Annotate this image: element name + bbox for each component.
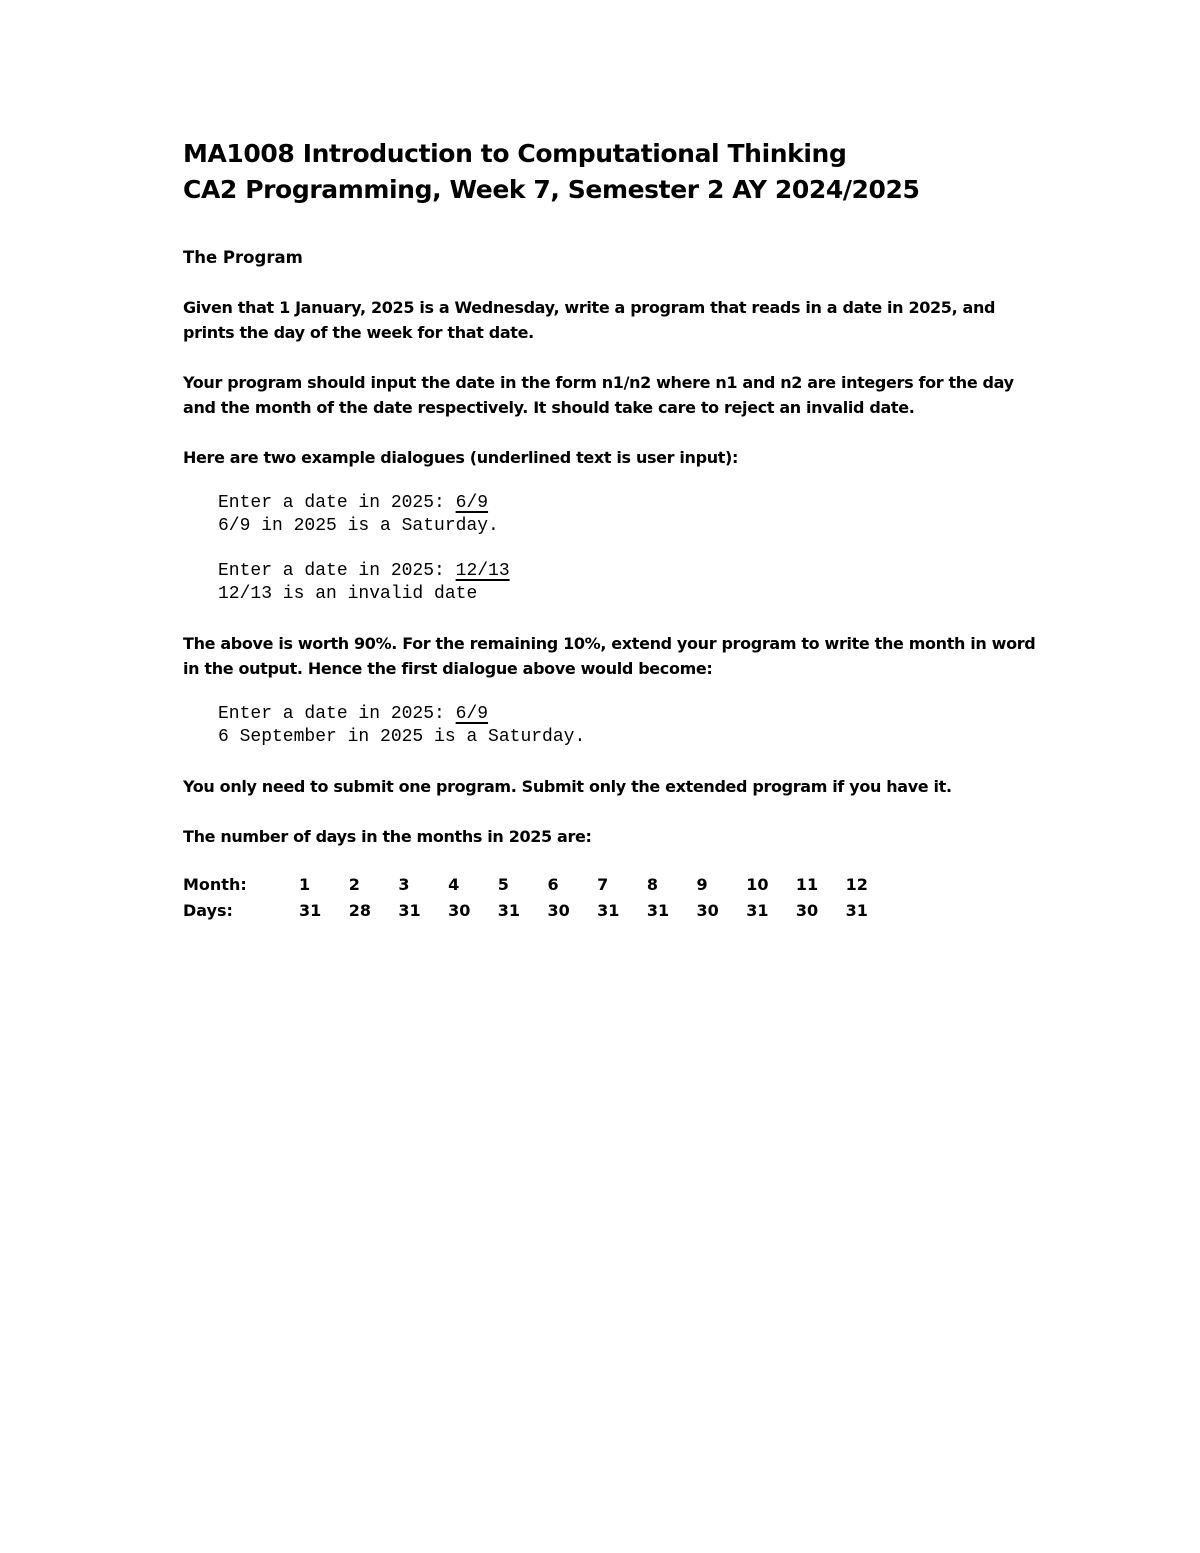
month-cell: 2 [348, 875, 360, 894]
month-row-label: Month: [183, 875, 247, 894]
month-cell: 5 [497, 875, 509, 894]
month-cell: 11 [795, 875, 819, 894]
document-title [183, 136, 1043, 208]
submission-paragraph: You only need to submit one program. Submit only the extended program if you have it. [183, 777, 952, 796]
month-cell: 10 [746, 875, 769, 894]
title-course: MA1008 Introduction to Computational Thinking [183, 139, 847, 168]
dialogue-user-input: 6/9 [455, 493, 489, 513]
month-cell: 12 [845, 875, 868, 894]
days-cell: 31 [646, 901, 670, 920]
dialogue-user-input: 6/9 [455, 704, 489, 724]
month-row [183, 872, 1043, 898]
month-cell: 9 [696, 875, 708, 894]
dialogue-output: 6 September in 2025 is a Saturday. [218, 727, 586, 747]
dialogue-prompt: Enter a date in 2025: [218, 704, 456, 724]
month-cell: 7 [597, 875, 609, 894]
example-dialogue-1 [218, 492, 1043, 538]
days-cell: 28 [348, 901, 371, 920]
days-intro-paragraph: The number of days in the months in 2025 are: [183, 827, 592, 846]
days-cell: 31 [746, 901, 769, 920]
month-cell: 6 [547, 875, 559, 894]
month-cell: 8 [646, 875, 658, 894]
days-cell: 30 [448, 901, 471, 920]
document-page [183, 136, 1043, 924]
days-cell: 31 [845, 901, 868, 920]
title-assignment: CA2 Programming, Week 7, Semester 2 AY 2024/2025 [183, 175, 920, 204]
dialogue-output: 12/13 is an invalid date [218, 584, 478, 604]
days-cell: 31 [497, 901, 521, 920]
dialogue-user-input: 12/13 [455, 561, 510, 581]
examples-intro-paragraph: Here are two example dialogues (underlined text is user input): [183, 448, 739, 467]
dialogue-output: 6/9 in 2025 is a Saturday. [218, 516, 499, 536]
extended-dialogue [218, 703, 1043, 749]
section-heading: The Program [183, 248, 303, 267]
extension-paragraph: The above is worth 90%. For the remaining 10%, extend your program to write the month in word in the output. Hence the first dialogue above would become: [183, 634, 1036, 678]
dialogue-prompt-line [218, 703, 1043, 726]
days-cell: 31 [398, 901, 421, 920]
month-cell: 1 [299, 875, 311, 894]
days-row [183, 898, 1043, 924]
days-cell: 30 [547, 901, 570, 920]
days-cell: 31 [299, 901, 322, 920]
days-cell: 30 [795, 901, 819, 920]
days-cell: 31 [597, 901, 620, 920]
dialogue-prompt: Enter a date in 2025: [218, 493, 456, 513]
days-in-month-table [183, 872, 1043, 924]
dialogue-prompt-line [218, 492, 1043, 515]
dialogue-prompt: Enter a date in 2025: [218, 561, 456, 581]
month-cell: 4 [448, 875, 460, 894]
input-format-paragraph: Your program should input the date in the form n1/n2 where n1 and n2 are integers for the day and the month of the date respectively. It should take care to reject an invalid date. [183, 373, 1014, 417]
days-cell: 30 [696, 901, 719, 920]
days-row-label: Days: [183, 901, 233, 920]
month-cell: 3 [398, 875, 410, 894]
example-dialogue-2 [218, 560, 1043, 606]
dialogue-prompt-line [218, 560, 1043, 583]
intro-paragraph: Given that 1 January, 2025 is a Wednesday, write a program that reads in a date in 2025, and prints the day of the week for that date. [183, 298, 996, 342]
